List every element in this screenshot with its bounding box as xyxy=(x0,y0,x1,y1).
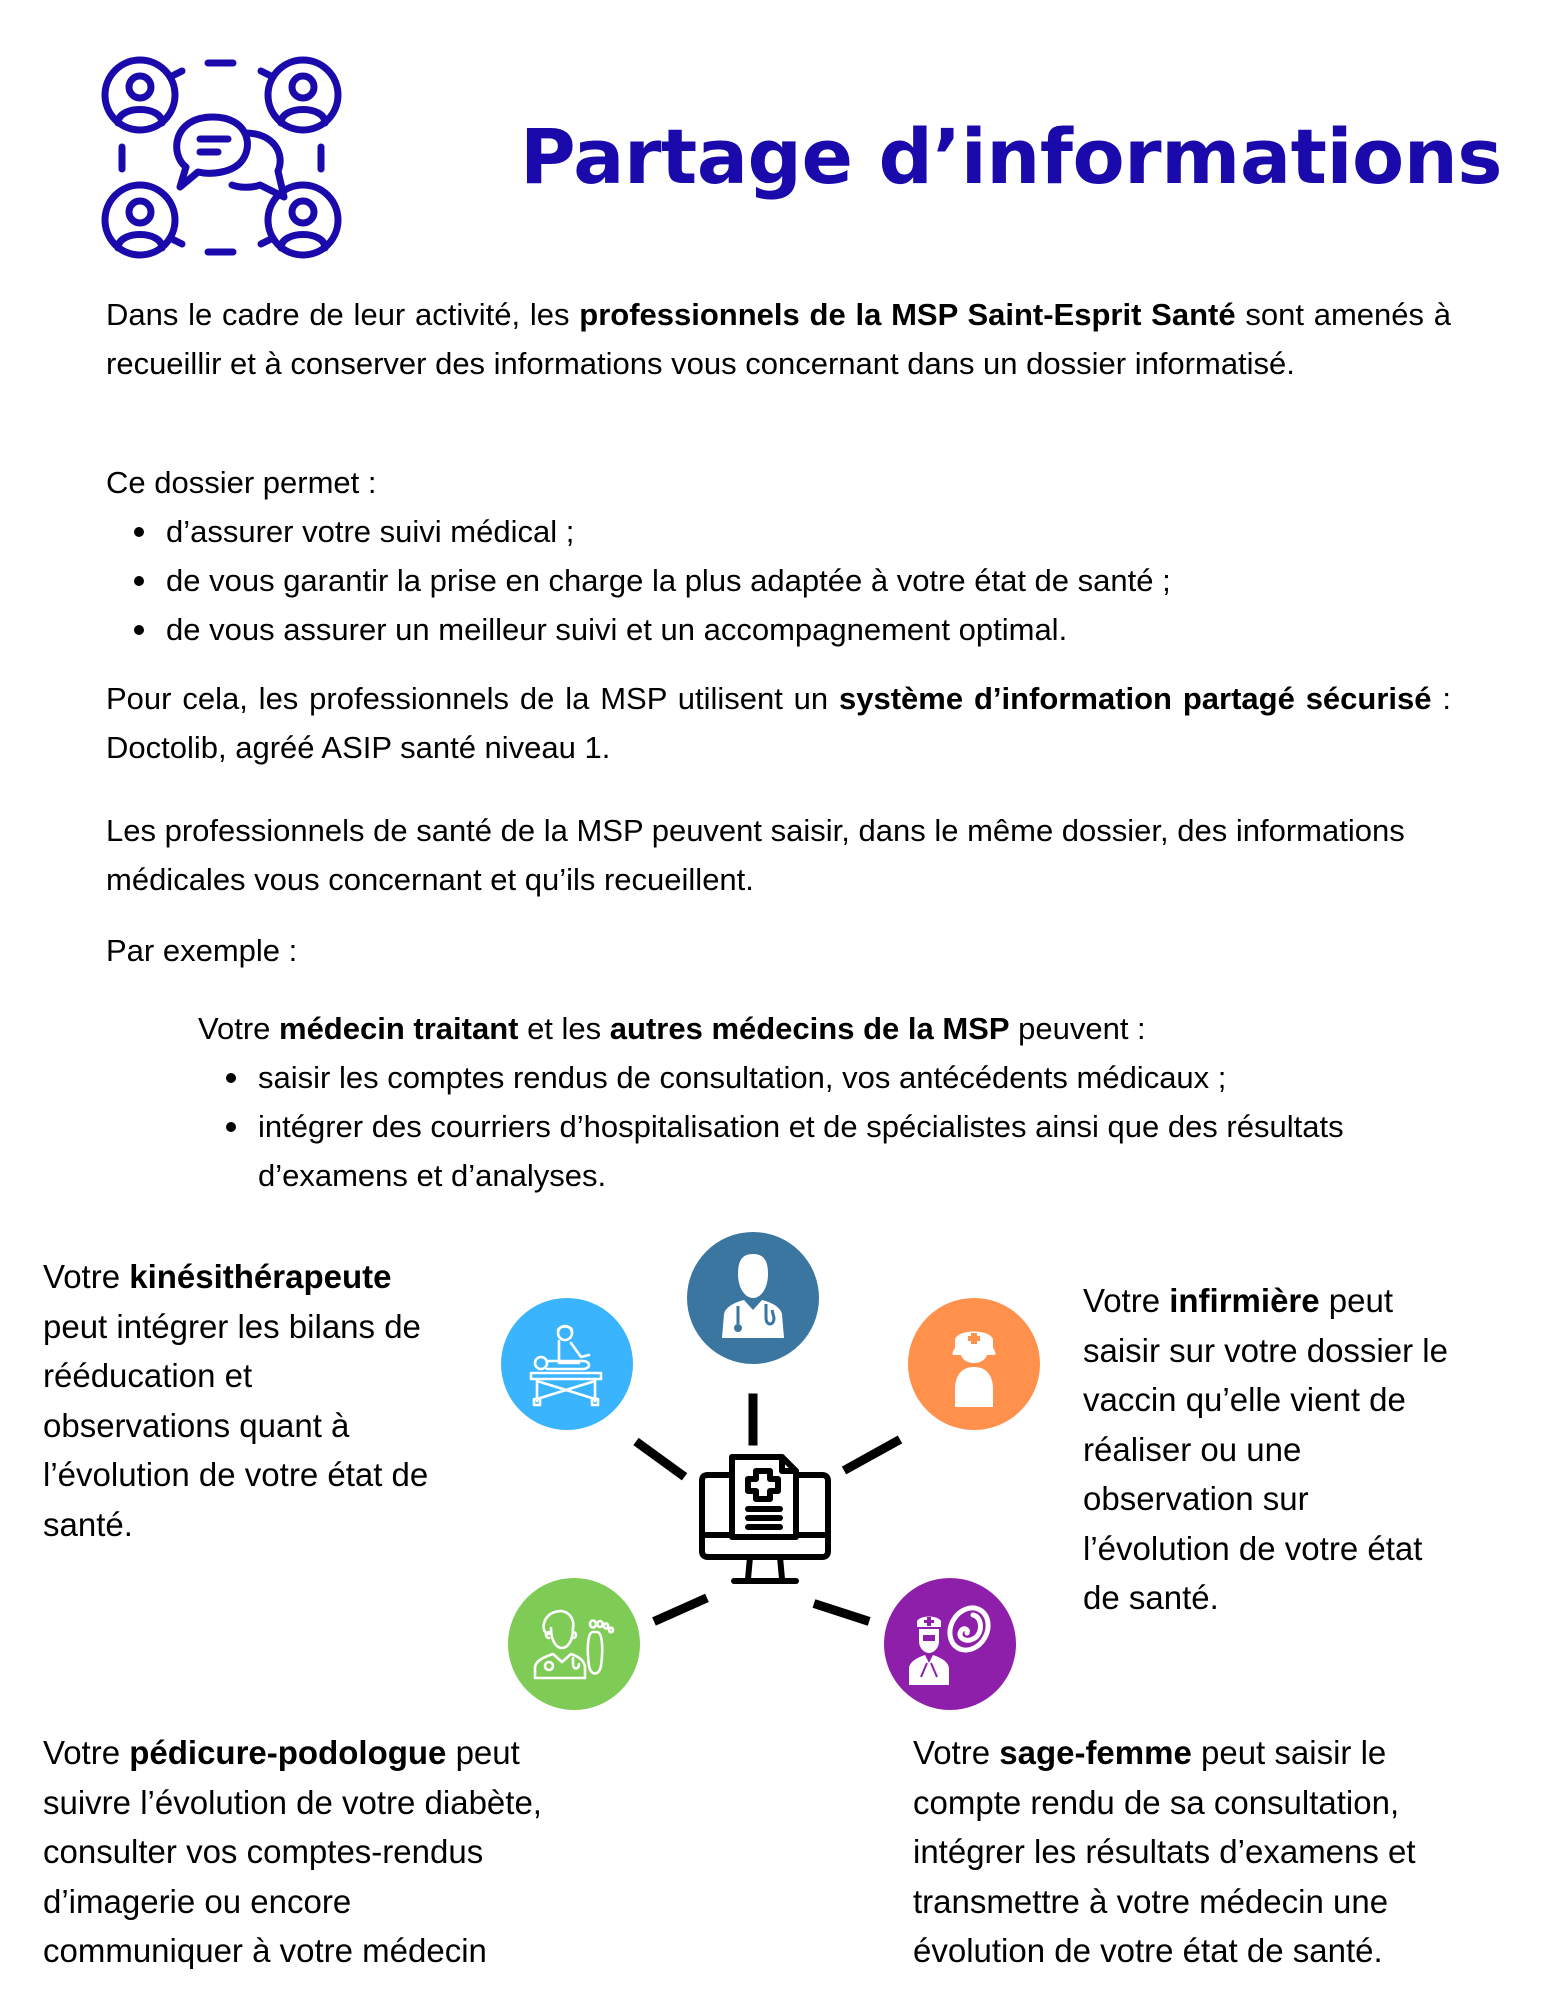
dossier-purpose-lead: Ce dossier permet : xyxy=(106,465,377,500)
doctor-node xyxy=(687,1232,819,1364)
sage-femme-text: Votre sage-femme peut saisir le compte rendu de sa consultation, intégrer les résultats d’examens et transmettre à votre médecin une évolution de votre état de santé. xyxy=(913,1734,1416,1969)
page-title: Partage d’informations xyxy=(520,112,1503,201)
doctors-lead: Votre médecin traitant et les autres médecins de la MSP peuvent : xyxy=(198,1011,1146,1046)
infirmiere-node xyxy=(908,1298,1040,1430)
connector-line-top xyxy=(749,1394,758,1446)
doctors-list xyxy=(198,1053,1458,1200)
role-name: sage-femme xyxy=(999,1734,1192,1771)
midwife-fetus-icon xyxy=(905,1601,995,1687)
pedicure-podologue-node xyxy=(508,1578,640,1710)
intro-paragraph: Dans le cadre de leur activité, les professionnels de la MSP Saint-Esprit Santé sont amenés à recueillir et à conserver des informations vous concernant dans un dossier informatisé. xyxy=(106,297,1451,381)
doctor-stethoscope-icon xyxy=(708,1248,798,1348)
list-item: de vous garantir la prise en charge la plus adaptée à votre état de santé ; xyxy=(106,556,1451,605)
computer-medical-record-icon xyxy=(698,1453,832,1591)
msp-name: professionnels de la MSP Saint-Esprit Santé xyxy=(579,297,1236,332)
pedicure-podologue-text: Votre pédicure-podologue peut suivre l’évolution de votre diabète, consulter vos comptes-rendus d’imagerie ou encore communiquer à votre médecin xyxy=(43,1734,542,1969)
list-item: de vous assurer un meilleur suivi et un accompagnement optimal. xyxy=(106,605,1451,654)
doctors-block xyxy=(198,1004,1458,1200)
role-name: kinésithérapeute xyxy=(129,1258,392,1295)
connector-line-bottom-right xyxy=(813,1599,871,1625)
list-item: intégrer des courriers d’hospitalisation et de spécialistes ainsi que des résultats d’examens et d’analyses. xyxy=(198,1102,1458,1200)
sage-femme-node xyxy=(884,1578,1016,1710)
connector-line-left xyxy=(633,1438,687,1481)
system-paragraph: Pour cela, les professionnels de la MSP utilisent un système d’information partagé sécurisé : Doctolib, agréé ASIP santé niveau 1. xyxy=(106,681,1451,765)
example-lead: Par exemple : xyxy=(106,933,298,968)
connector-line-bottom-left xyxy=(652,1594,709,1626)
physiotherapist-massage-table-icon xyxy=(525,1319,609,1409)
nurse-icon xyxy=(939,1319,1009,1409)
dossier-purpose-list xyxy=(106,507,1451,654)
podiatrist-foot-icon xyxy=(531,1604,617,1684)
dossier-purpose xyxy=(106,458,1451,654)
people-sharing-chat-icon xyxy=(100,55,345,260)
professionals-paragraph: Les professionnels de santé de la MSP peuvent saisir, dans le même dossier, des informations médicales vous concernant et qu’ils recueillent. xyxy=(106,813,1405,897)
connector-line-right xyxy=(842,1436,902,1475)
kinesitherapeute-node xyxy=(501,1298,633,1430)
kinesitherapeute-text: Votre kinésithérapeute peut intégrer les bilans de rééducation et observations quant à l’évolution de votre état de santé. xyxy=(43,1258,429,1543)
list-item: saisir les comptes rendus de consultation, vos antécédents médicaux ; xyxy=(198,1053,1458,1102)
system-highlight: système d’information partagé sécurisé xyxy=(839,681,1432,716)
infirmiere-text: Votre infirmière peut saisir sur votre dossier le vaccin qu’elle vient de réaliser ou une observation sur l’évolution de votre état de santé. xyxy=(1083,1282,1448,1616)
role-name: pédicure-podologue xyxy=(129,1734,447,1771)
list-item: d’assurer votre suivi médical ; xyxy=(106,507,1451,556)
role-name: infirmière xyxy=(1169,1282,1320,1319)
